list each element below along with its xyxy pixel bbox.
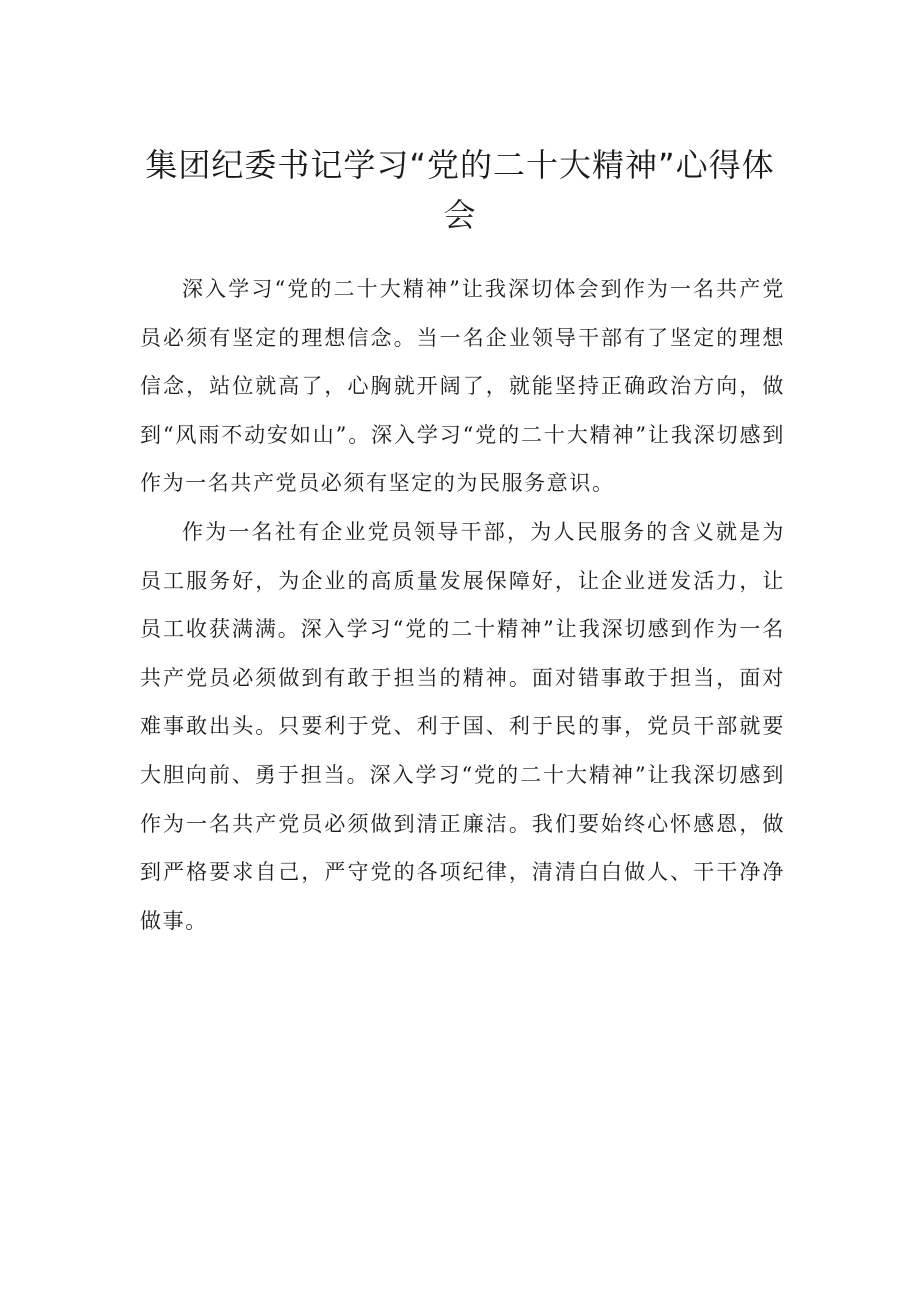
body-paragraph-1: 深入学习“党的二十大精神”让我深切体会到作为一名共产党员必须有坚定的理想信念。当一名企业领导干部有了坚定的理想信念，站位就高了，心胸就开阔了，就能坚持正确政治方向，做到“风雨不动安如山”。深入学习“党的二十大精神”让我深切感到作为一名共产党员必须有坚定的为民服务意识。: [140, 277, 785, 496]
document-body: [140, 265, 785, 945]
document-title: 集团纪委书记学习“党的二十大精神”心得体会: [145, 146, 775, 234]
body-paragraph-2: 作为一名社有企业党员领导干部，为人民服务的含义就是为员工服务好，为企业的高质量发展保障好，让企业迸发活力，让员工收获满满。深入学习“党的二十精神”让我深切感到作为一名共产党员必须做到有敢于担当的精神。面对错事敢于担当，面对难事敢出头。只要利于党、利于国、利于民的事，党员干部就要大胆向前、勇于担当。深入学习“党的二十大精神”让我深切感到作为一名共产党员必须做到清正廉洁。我们要始终心怀感恩，做到严格要求自己，严守党的各项纪律，清清白白做人、干干净净做事。: [140, 519, 785, 933]
